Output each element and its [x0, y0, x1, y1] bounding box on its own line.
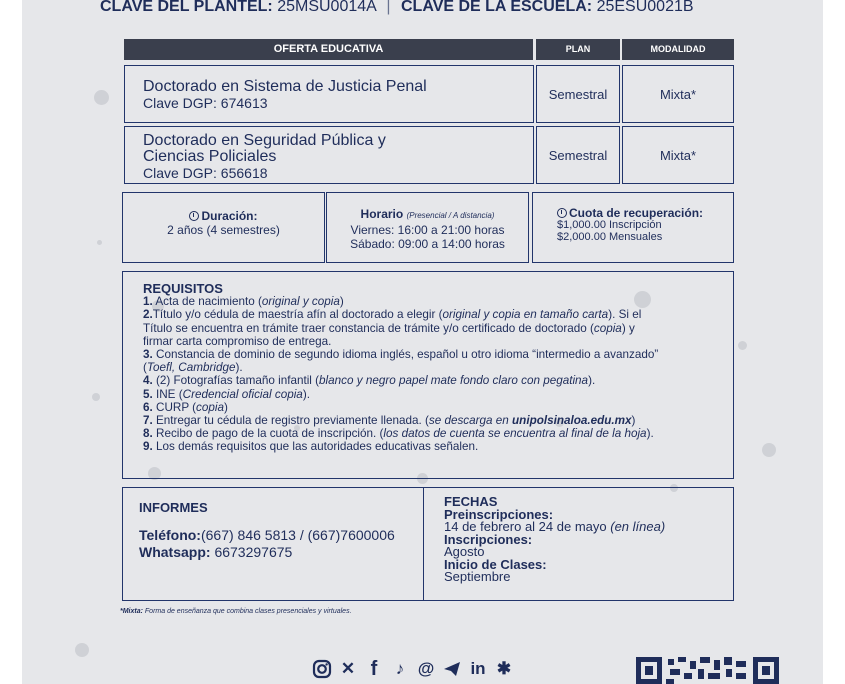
fee-line-1: $1,000.00 Inscripción: [557, 219, 662, 231]
plan-cell-2: Semestral: [536, 126, 620, 184]
decorative-dot: [75, 643, 89, 657]
telegram-icon[interactable]: [442, 659, 462, 679]
requirement-item-cont: firmar carta compromiso de entrega.: [143, 334, 332, 348]
decorative-dot: [94, 90, 109, 105]
decorative-dot: [762, 443, 776, 457]
program-row-1: [124, 65, 534, 123]
program-code: Clave DGP: 674613: [143, 95, 268, 111]
separator: |: [386, 0, 391, 15]
x-icon[interactable]: ✕: [340, 659, 356, 678]
ins-value: Agosto: [444, 544, 485, 559]
schedule-line-2: Sábado: 09:00 a 14:00 horas: [350, 237, 505, 251]
qr-code: [636, 655, 779, 684]
requirements-title: REQUISITOS: [143, 281, 223, 296]
decorative-dot: [92, 393, 100, 401]
fee-label: Cuota de recuperación:: [569, 206, 704, 220]
linkedin-icon[interactable]: in: [470, 659, 486, 678]
plantel-label: CLAVE DEL PLANTEL:: [100, 0, 273, 15]
requirement-item: 4. (2) Fotografías tamaño infantil (blanco y negro papel mate fondo claro con pegatina).: [143, 374, 596, 388]
asterisk-icon[interactable]: ✱: [496, 659, 512, 678]
pre-value: 14 de febrero al 24 de mayo: [444, 519, 611, 534]
schedule-label: Horario: [360, 207, 404, 221]
tiktok-icon[interactable]: ♪: [395, 659, 405, 678]
escuela-value: 25ESU0021B: [596, 0, 694, 15]
school-codes: [100, 0, 694, 16]
program-code: Clave DGP: 656618: [143, 165, 268, 181]
plantel-value: 25MSU0014A: [277, 0, 376, 15]
start-label: Inicio de Clases:: [444, 556, 547, 572]
requirement-item: 8. Recibo de pago de la cuota de inscripción. (los datos de cuenta se encuentra al final de la hoja).: [143, 427, 654, 441]
decorative-dot: [738, 341, 747, 350]
whatsapp-label: Whatsapp:: [139, 544, 211, 560]
requirement-item: 1. Acta de nacimiento (original y copia): [143, 295, 344, 309]
mode-cell-2: Mixta*: [622, 126, 734, 184]
requirement-item-cont: Título se encuentra en trámite traer constancia de trámite y/o certificado de doctorado (copia) y: [143, 321, 635, 335]
program-row-2: [124, 126, 534, 184]
program-name: Doctorado en Seguridad Pública y: [143, 132, 386, 149]
fee-box: [532, 192, 734, 263]
instagram-icon[interactable]: [312, 659, 332, 679]
schedule-box: [326, 192, 529, 263]
requirement-item: 9. Los demás requisitos que las autoridades educativas señalen.: [143, 440, 479, 454]
duration-label: Duración:: [201, 209, 258, 223]
social-bar: [312, 659, 514, 679]
requirements-box: [122, 271, 734, 479]
header-offer: OFERTA EDUCATIVA: [124, 39, 533, 60]
website-link[interactable]: unipolsinaloa.edu.mx: [512, 414, 632, 428]
requirement-item: 7. Entregar tu cédula de registro previamente llenada. (se descarga en unipolsinaloa.edu.mx): [143, 414, 636, 428]
schedule-note: (Presencial / A distancia): [406, 211, 495, 220]
informes-box: [122, 487, 424, 601]
fee-line-2: $2,000.00 Mensuales: [557, 231, 663, 243]
requirement-item: 5. INE (Credencial oficial copia).: [143, 387, 310, 401]
pre-note: (en línea): [610, 519, 666, 534]
decorative-dot: [97, 240, 102, 245]
clock-icon: [557, 208, 567, 218]
escuela-label: CLAVE DE LA ESCUELA:: [401, 0, 593, 15]
threads-icon[interactable]: @: [417, 659, 435, 678]
header-plan: PLAN: [536, 39, 620, 60]
mode-cell-1: Mixta*: [622, 65, 734, 123]
facebook-icon[interactable]: f: [370, 658, 378, 680]
fechas-box: [423, 487, 734, 601]
start-value: Septiembre: [444, 569, 511, 584]
fechas-title: FECHAS: [444, 494, 498, 509]
pre-label: Preinscripciones:: [444, 506, 554, 522]
program-name-cont: Ciencias Policiales: [143, 148, 277, 165]
duration-box: [122, 192, 325, 263]
requirement-item: 2.Título y/o cédula de maestría afín al doctorado a elegir (original y copia en tamaño carta). Si el: [143, 308, 642, 322]
clock-icon: [189, 211, 199, 221]
requirement-item: 6. CURP (copia): [143, 400, 228, 414]
whatsapp-value: 6673297675: [210, 544, 293, 560]
plan-cell-1: Semestral: [536, 65, 620, 123]
ins-label: Inscripciones:: [444, 531, 533, 547]
footnote: *Mixta: Forma de enseñanza que combina clases presenciales y virtuales.: [120, 608, 352, 615]
duration-value: 2 años (4 semestres): [167, 223, 280, 237]
requirement-item: 3. Constancia de dominio de segundo idioma inglés, español u otro idioma “intermedio a avanzado”: [143, 348, 659, 362]
header-mode: MODALIDAD: [622, 39, 734, 60]
requirement-item-cont: (Toefl, Cambridge).: [143, 361, 243, 375]
program-name: Doctorado en Sistema de Justicia Penal: [143, 78, 427, 95]
informes-title: INFORMES: [139, 500, 208, 515]
schedule-line-1: Viernes: 16:00 a 21:00 horas: [350, 223, 505, 237]
phone-value: (667) 846 5813 / (667)7600006: [200, 527, 395, 543]
phone-label: Teléfono:: [139, 527, 201, 543]
